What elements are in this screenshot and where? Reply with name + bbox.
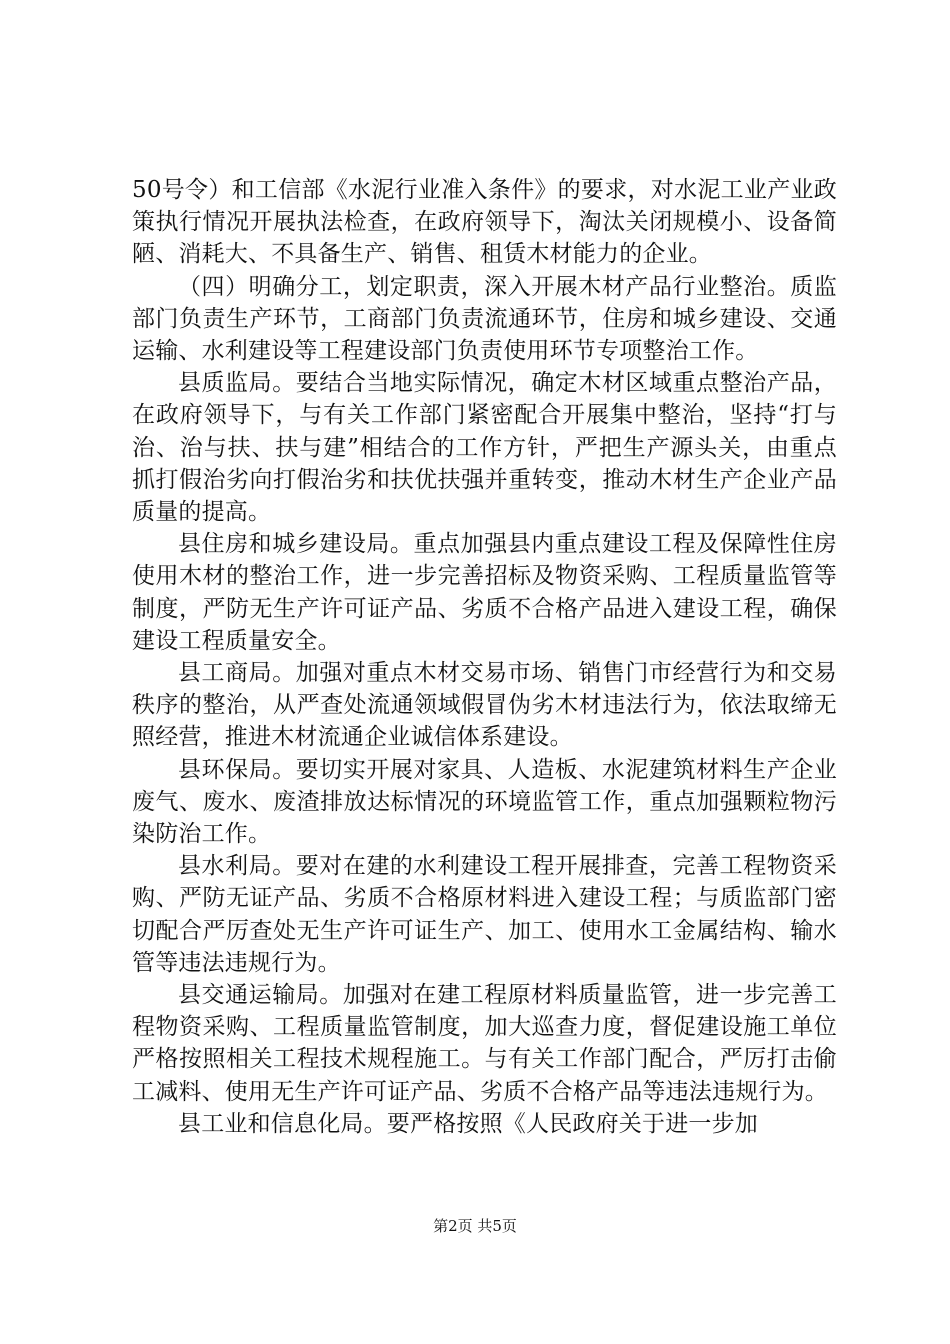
document-body xyxy=(132,174,837,1140)
page-footer xyxy=(0,1215,950,1236)
body-paragraph: 县工商局。加强对重点木材交易市场、销售门市经营行为和交易秩序的整治，从严查处流通领域假冒伪劣木材违法行为，依法取缔无照经营，推进木材流通企业诚信体系建设。 xyxy=(132,660,837,751)
body-paragraph: 50号令）和工信部《水泥行业准入条件》的要求，对水泥工业产业政策执行情况开展执法检查，在政府领导下，淘汰关闭规模小、设备简陋、消耗大、不具备生产、销售、租赁木材能力的企业。 xyxy=(132,177,837,268)
body-paragraph: 县交通运输局。加强对在建工程原材料质量监管，进一步完善工程物资采购、工程质量监管制度，加大巡查力度，督促建设施工单位严格按照相关工程技术规程施工。与有关工作部门配合，严厉打击偷工减料、使用无生产许可证产品、劣质不合格产品等违法违规行为。 xyxy=(132,982,837,1105)
body-paragraph: 县水利局。要对在建的水利建设工程开展排查，完善工程物资采购、严防无证产品、劣质不合格原材料进入建设工程；与质监部门密切配合严厉查处无生产许可证生产、加工、使用水工金属结构、输水管等违法违规行为。 xyxy=(132,853,837,976)
body-paragraph: 县住房和城乡建设局。重点加强县内重点建设工程及保障性住房使用木材的整治工作，进一步完善招标及物资采购、工程质量监管等制度，严防无生产许可证产品、劣质不合格产品进入建设工程，确保建设工程质量安全。 xyxy=(132,531,837,654)
body-paragraph: 县工业和信息化局。要严格按照《人民政府关于进一步加 xyxy=(178,1110,758,1137)
page-number-label: 第2页 共5页 xyxy=(433,1217,517,1235)
body-paragraph: （四）明确分工，划定职责，深入开展木材产品行业整治。质监部门负责生产环节，工商部门负责流通环节，住房和城乡建设、交通运输、水利建设等工程建设部门负责使用环节专项整治工作。 xyxy=(132,273,837,365)
body-paragraph: 县环保局。要切实开展对家具、人造板、水泥建筑材料生产企业废气、废水、废渣排放达标情况的环境监管工作，重点加强颗粒物污染防治工作。 xyxy=(132,756,837,848)
body-paragraph: 县质监局。要结合当地实际情况，确定木材区域重点整治产品，在政府领导下，与有关工作部门紧密配合开展集中整治，坚持“打与治、治与扶、扶与建”相结合的工作方针，严把生产源头关，由重点抓打假治劣向打假治劣和扶优扶强并重转变，推动木材生产企业产品质量的提高。 xyxy=(132,370,837,526)
